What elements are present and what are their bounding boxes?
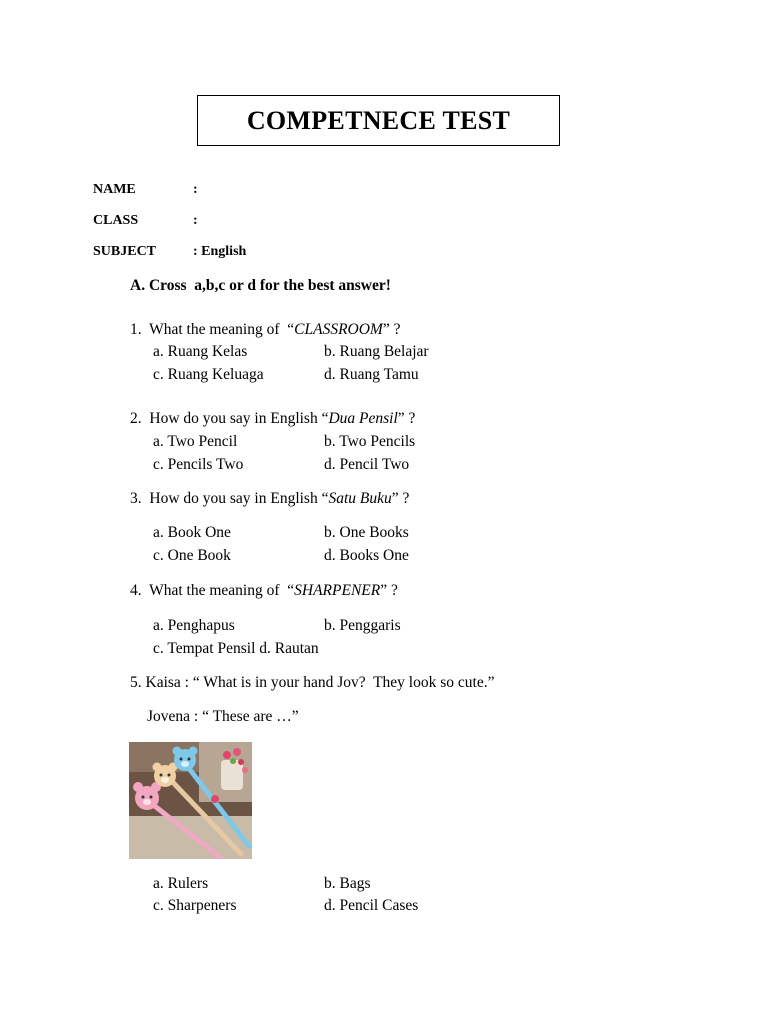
q4-option-cd: c. Tempat Pensil d. Rautan	[153, 640, 319, 657]
q4-option-a: a. Penghapus	[153, 617, 235, 634]
q5-option-a: a. Rulers	[153, 875, 209, 892]
q1-option-a: a. Ruang Kelas	[153, 343, 248, 360]
q1-option-c: c. Ruang Keluaga	[153, 366, 264, 383]
q5-option-c: c. Sharpeners	[153, 897, 237, 914]
q2-option-c: c. Pencils Two	[153, 456, 244, 473]
q4-option-b: b. Penggaris	[324, 617, 401, 634]
q1-option-b: b. Ruang Belajar	[324, 343, 429, 360]
question-2: 2. How do you say in English “Dua Pensil” ?	[130, 410, 416, 427]
pencil-photo-illustration	[129, 742, 252, 859]
question-5-line1: 5. Kaisa : “ What is in your hand Jov? They look so cute.”	[130, 674, 495, 691]
name-colon: :	[193, 182, 198, 197]
pencil-photo	[129, 742, 252, 859]
q3-option-a: a. Book One	[153, 524, 231, 541]
question-4-term: SHARPENER	[294, 582, 381, 599]
q2-option-b: b. Two Pencils	[324, 433, 416, 450]
question-4: 4. What the meaning of “SHARPENER” ?	[130, 582, 398, 599]
q5-option-d: d. Pencil Cases	[324, 897, 419, 914]
subject-label: SUBJECT	[93, 244, 157, 259]
q5-option-b: b. Bags	[324, 875, 371, 892]
class-label: CLASS	[93, 213, 139, 228]
q3-option-c: c. One Book	[153, 547, 231, 564]
q2-option-d: d. Pencil Two	[324, 456, 410, 473]
name-label: NAME	[93, 182, 136, 197]
question-3-term: Satu Buku	[328, 490, 392, 507]
question-3: 3. How do you say in English “Satu Buku” ?	[130, 490, 410, 507]
q2-option-a: a. Two Pencil	[153, 433, 238, 450]
q1-option-d: d. Ruang Tamu	[324, 366, 419, 383]
subject-value: : English	[193, 244, 247, 259]
q3-option-b: b. One Books	[324, 524, 409, 541]
section-instruction: A. Cross a,b,c or d for the best answer!	[130, 277, 391, 294]
question-1-term: CLASSROOM	[294, 321, 383, 338]
question-5-line2: Jovena : “ These are …”	[147, 708, 299, 725]
test-title: COMPETNECE TEST	[197, 95, 560, 146]
question-2-term: Dua Pensil	[328, 410, 398, 427]
class-colon: :	[193, 213, 198, 228]
q3-option-d: d. Books One	[324, 547, 409, 564]
question-1: 1. What the meaning of “CLASSROOM” ?	[130, 321, 401, 338]
